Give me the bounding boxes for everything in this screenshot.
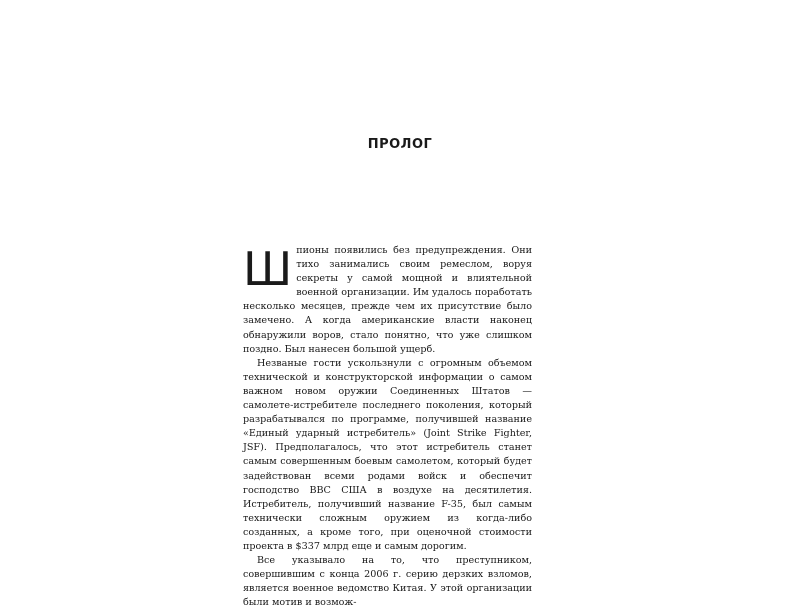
chapter-title: ПРОЛОГ <box>367 137 433 152</box>
paragraph-1-text: пионы появились без предупреждения. Они тихо занимались своим ремеслом, воруя секреты у самой мощной и влиятельной военной организации. Им удалось поработать несколько месяцев, прежде чем их присутствие было замечено. А когда американские власти наконец обнаружили воров, стало понятно, что уже слишком поздно. Был нанесен большой ущерб. <box>243 245 532 355</box>
chapter-body <box>243 244 532 610</box>
paragraph-2: Незваные гости ускользнули с огромным объемом технической и конструкторской информации о самом важном новом оружии Соединенных Штатов — самолете-истребителе последнего поколения, который разрабатывался по программе, получившей название «Единый ударный истребитель» (Joint Strike Fighter, JSF). Предполагалось, что этот истребитель станет самым совершенным боевым самолетом, который будет задействован всеми родами войск и обеспечит господство ВВС США в воздухе на десятилетия. Истребитель, получивший название F-35, был самым технически сложным оружием из когда-либо созданных, а кроме того, при оценочной стоимости проекта в $337 млрд еще и самым дорогим. <box>243 357 532 552</box>
paragraph-1 <box>243 244 532 357</box>
paragraph-3: Все указывало на то, что преступником, совершившим с конца 2006 г. серию дерзких взломов, является военное ведомство Китая. У этой организации были мотив и возмож- <box>243 555 532 609</box>
drop-cap: Ш <box>243 242 292 296</box>
